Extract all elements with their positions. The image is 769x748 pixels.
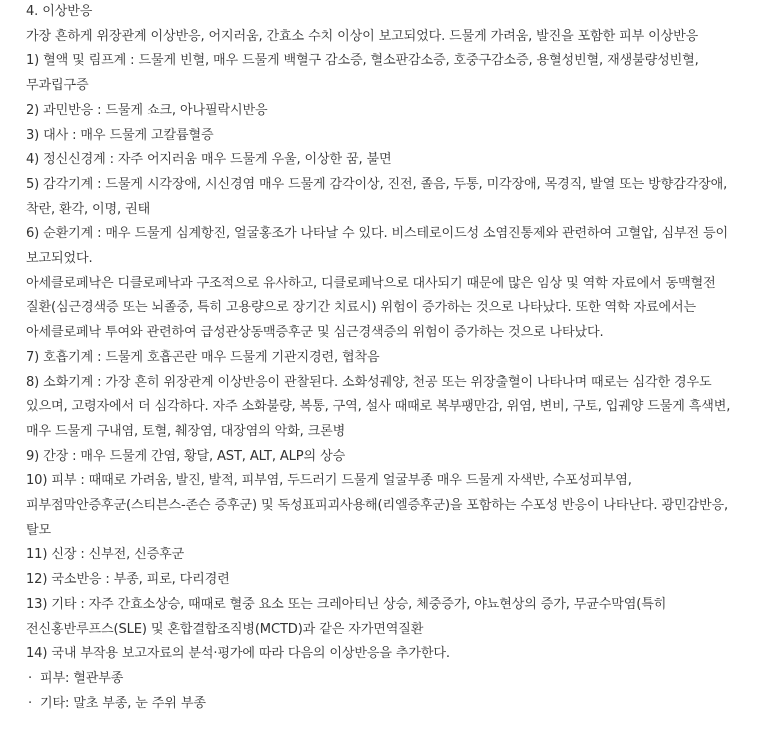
item-digestive: 8) 소화기계 : 가장 흔히 위장관계 이상반응이 관찰된다. 소화성궤양, 천공 또는 위장출혈이 나타나며 때로는 심각한 경우도 있으며, 고령자에서 더 심각하다. 자주 소화불량, 복통, 구역, 설사 때때로 복부팽만감, 위염, 변비, 구토, 입궤양 드물게 흑색변, 매우 드물게 구내염, 토혈, 췌장염, 대장염의 악화, 크론병 <box>26 374 731 439</box>
bullet-text: 기타: 말초 부종, 눈 주위 부종 <box>40 695 206 711</box>
item-skin: 10) 피부 : 때때로 가려움, 발진, 발적, 피부염, 두드러기 드물게 얼굴부종 매우 드물게 자색반, 수포성피부염, 피부점막안증후군(스티븐스-존슨 증후군) 및 독성표피괴사용해(리엘증후군)을 포함하는 수포성 반응이 나타난다. 광민감반응, 탈모 <box>26 473 728 538</box>
section-heading: 4. 이상반응 <box>26 4 93 19</box>
item-sensory: 5) 감각기계 : 드물게 시각장애, 시신경염 매우 드물게 감각이상, 진전, 졸음, 두통, 미각장애, 목경직, 발열 또는 방향감각장애, 착란, 환각, 이명, 권태 <box>26 176 728 217</box>
paragraph-aceclofenac-risk: 아세클로페낙은 디클로페낙과 구조적으로 유사하고, 디클로페낙으로 대사되기 때문에 많은 임상 및 역학 자료에서 동맥혈전 질환(심근경색증 또는 뇌졸중, 특히 고용량으로 장기간 치료시) 위험이 증가하는 것으로 나타났다. 또한 역학 자료에서는 아세클로페낙 투여와 관련하여 급성관상동맥증후군 및 심근경색증의 위험이 증가하는 것으로 나타났다. <box>26 275 716 341</box>
item-other: 13) 기타 : 자주 간효소상승, 때때로 혈중 요소 또는 크레아티닌 상승, 체중증가, 야뇨현상의 증가, 무균수막염(특히 전신홍반루프스(SLE) 및 혼합결합조직병(MCTD)과 같은 자가면역질환 <box>26 596 667 637</box>
item-liver: 9) 간장 : 매우 드물게 간염, 황달, AST, ALT, ALP의 상승 <box>26 448 346 464</box>
item-domestic-report: 14) 국내 부작용 보고자료의 분석·평가에 따라 다음의 이상반응을 추가한다. <box>26 646 450 662</box>
item-metabolism: 3) 대사 : 매우 드물게 고칼륨혈증 <box>26 127 214 143</box>
intro-paragraph: 가장 흔하게 위장관계 이상반응, 어지러움, 간효소 수치 이상이 보고되었다. 드물게 가려움, 발진을 포함한 피부 이상반응 <box>26 28 699 44</box>
item-kidney: 11) 신장 : 신부전, 신증후군 <box>26 547 185 563</box>
bullet-text: 피부: 혈관부종 <box>40 670 124 686</box>
item-local-reaction: 12) 국소반응 : 부종, 피로, 다리경련 <box>26 572 230 588</box>
item-respiratory: 7) 호흡기계 : 드물게 호흡곤란 매우 드물게 기관지경련, 협착음 <box>26 349 380 365</box>
item-psychiatric-nervous: 4) 정신신경계 : 자주 어지러움 매우 드물게 우울, 이상한 꿈, 불면 <box>26 152 392 168</box>
item-hypersensitivity: 2) 과민반응 : 드물게 쇼크, 아나필락시반응 <box>26 102 268 118</box>
bullet-other <box>26 692 735 717</box>
item-circulatory: 6) 순환기계 : 매우 드물게 심계항진, 얼굴홍조가 나타날 수 있다. 비스테로이드성 소염진통제와 관련하여 고혈압, 심부전 등이 보고되었다. <box>26 226 729 267</box>
item-blood-lymph: 1) 혈액 및 림프계 : 드물게 빈혈, 매우 드물게 백혈구 감소증, 혈소판감소증, 호중구감소증, 용혈성빈혈, 재생불량성빈혈, 무과립구증 <box>26 53 699 94</box>
bullet-mark: · <box>28 695 33 711</box>
bullet-mark: · <box>28 670 33 686</box>
bullet-skin <box>26 667 735 692</box>
